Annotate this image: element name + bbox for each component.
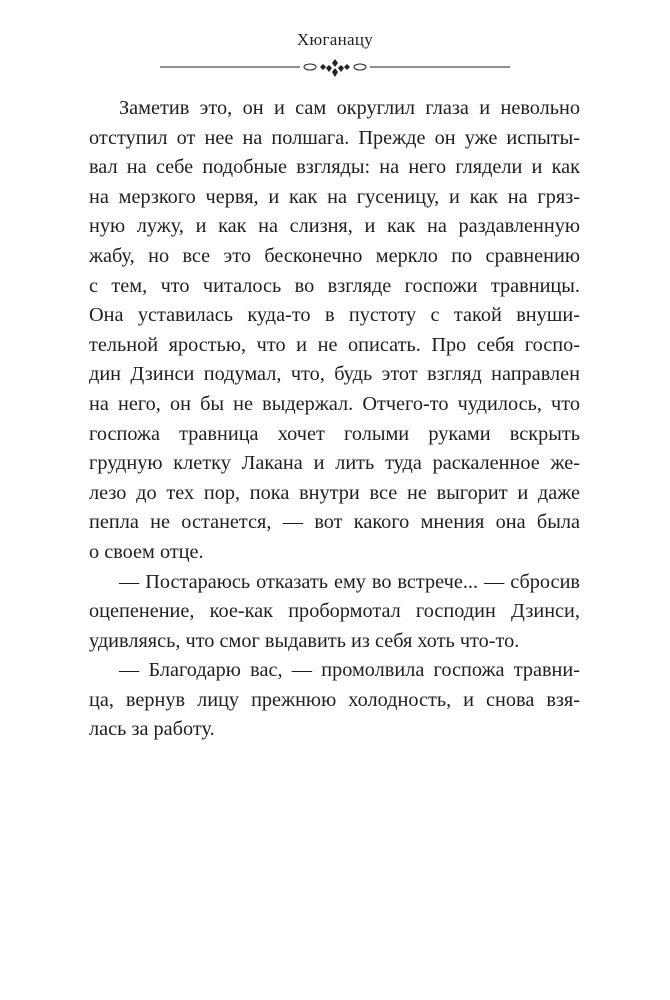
ornament-divider (160, 56, 510, 78)
page-body (89, 94, 580, 745)
text-line: на мерзкого червя, и как на гусеницу, и как на гряз- (89, 185, 580, 208)
text-line: пепла не останется, — вот какого мнения она была (89, 511, 580, 534)
text-line: Заметив это, он и сам округлил глаза и невольно (119, 97, 580, 119)
running-head: Хюганацу (296, 30, 374, 49)
text-line: тельной яростью, что и не описать. Про себя госпо- (89, 333, 580, 356)
text-line: ца, вернув лицу прежнюю холодность, и снова взя- (89, 688, 580, 711)
text-line: ную лужу, и как на слизня, и как на раздавленную (89, 215, 580, 238)
text-line: госпожа травница хочет голыми руками вскрыть (89, 422, 580, 445)
text-line: жабу, но все это бесконечно меркло по сравнению (89, 244, 580, 267)
text-line: оцепенение, кое-как пробормотал господин Дзинси, (89, 600, 580, 623)
text-line: — Постараюсь отказать ему во встрече... — сбросив (119, 570, 580, 593)
text-line: вал на себе подобные взгляды: на него глядели и как (89, 156, 580, 179)
text-line: о своем отце. (89, 540, 204, 563)
text-line: грудную клетку Лакана и лить туда раскаленное же- (89, 452, 580, 475)
text-line: с тем, что читалось во взгляде госпожи травницы. (89, 274, 580, 297)
text-line: Она уставилась куда-то в пустоту с такой внуши- (89, 304, 580, 327)
text-line: дин Дзинси подумал, что, будь этот взгляд направлен (89, 363, 580, 386)
text-line: лезо до тех пор, пока внутри все не выгорит и даже (89, 481, 580, 504)
text-line: лась за работу. (89, 718, 215, 741)
text-line: удивляясь, что смог выдавить из себя хоть что-то. (89, 629, 520, 652)
text-line: на него, он бы не выдержал. Отчего-то чудилось, что (89, 392, 580, 415)
text-line: — Благодарю вас, — промолвила госпожа травни- (119, 659, 580, 682)
text-line: отступил от нее на полшага. Прежде он уже испыты- (89, 126, 580, 149)
